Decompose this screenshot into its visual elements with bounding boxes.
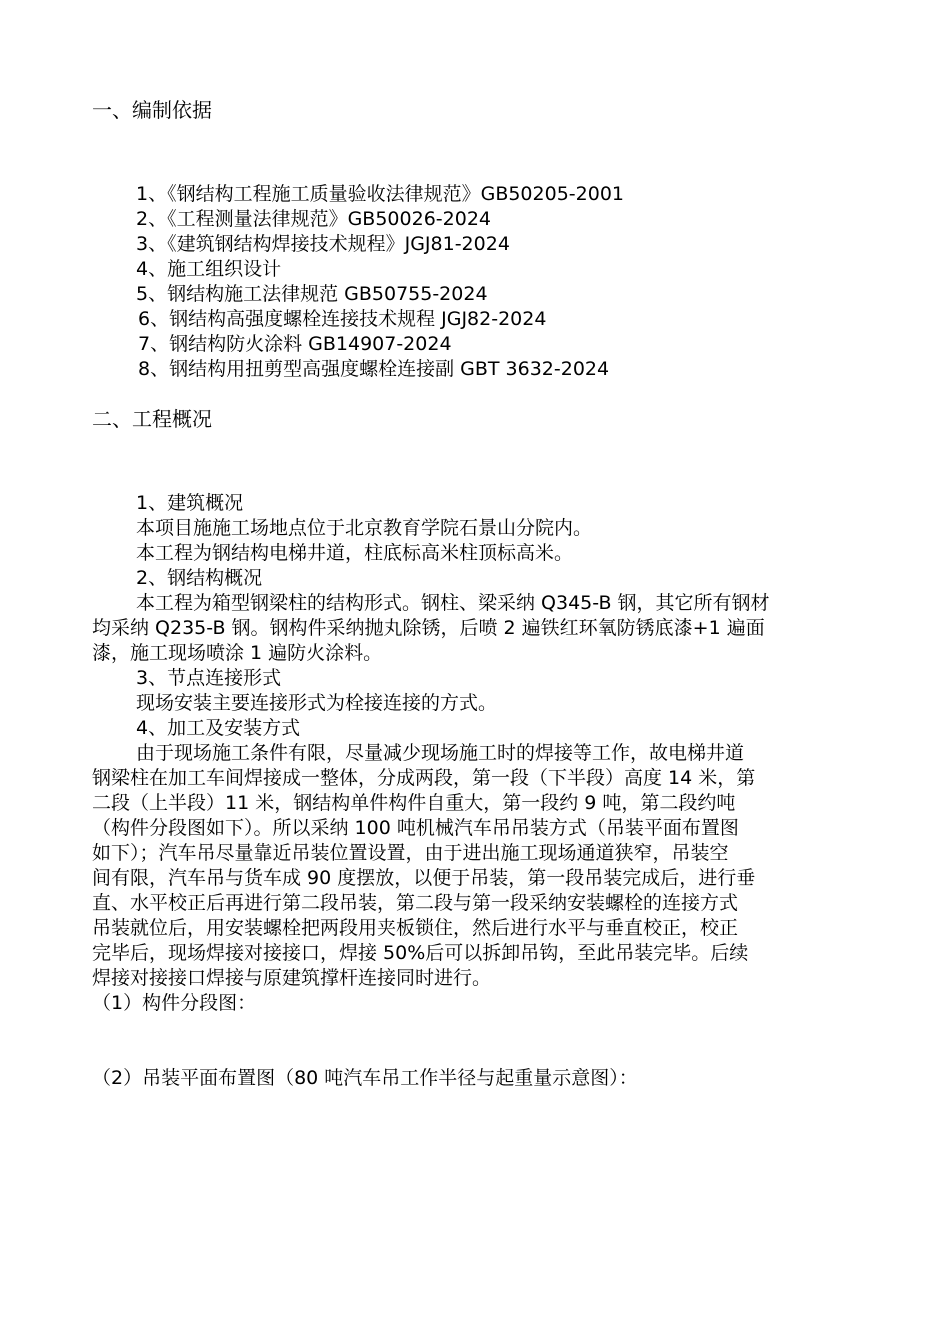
reference-item: 3、《建筑钢结构焊接技术规程》JGJ81-2024 <box>136 233 510 255</box>
reference-item: 1、《钢结构工程施工质量验收法律规范》GB50205-2001 <box>136 183 624 205</box>
reference-item: 4、施工组织设计 <box>136 258 282 280</box>
paragraph-line: 由于现场施工条件有限，尽量减少现场施工时的焊接等工作，故电梯井道 <box>136 742 745 764</box>
reference-item: 2、《工程测量法律规范》GB50026-2024 <box>136 208 491 230</box>
figure-caption: （1）构件分段图： <box>92 992 257 1014</box>
subheading: 2、钢结构概况 <box>136 567 263 589</box>
paragraph-line: 焊接对接接口焊接与原建筑撑杆连接同时进行。 <box>92 967 492 989</box>
paragraph-line: 直、水平校正后再进行第二段吊装，第二段与第一段采纳安装螺栓的连接方式 <box>92 892 739 914</box>
paragraph-line: 间有限，汽车吊与货车成 90 度摆放，以便于吊装，第一段吊装完成后，进行垂 <box>92 867 756 889</box>
section-heading-basis: 一、编制依据 <box>92 98 212 122</box>
paragraph-line: （构件分段图如下）。所以采纳 100 吨机械汽车吊吊装方式（吊装平面布置图 <box>92 817 739 839</box>
section-heading-overview: 二、工程概况 <box>92 407 212 431</box>
paragraph-line: 二段（上半段）11 米，钢结构单件构件自重大，第一段约 9 吨，第二段约吨 <box>92 792 736 814</box>
paragraph-line: 如下）；汽车吊尽量靠近吊装位置设置，由于进出施工现场通道狭窄，吊装空 <box>92 842 729 864</box>
paragraph-line: 现场安装主要连接形式为栓接连接的方式。 <box>136 692 498 714</box>
paragraph-line: 本项目施施工场地点位于北京教育学院石景山分院内。 <box>136 517 593 539</box>
paragraph-line: 均采纳 Q235-B 钢。钢构件采纳抛丸除锈，后喷 2 遍铁红环氧防锈底漆+1 遍面 <box>92 617 765 639</box>
subheading: 1、建筑概况 <box>136 492 244 514</box>
figure-caption: （2）吊装平面布置图（80 吨汽车吊工作半径与起重量示意图）： <box>92 1067 638 1089</box>
paragraph-line: 吊装就位后，用安装螺栓把两段用夹板锁住，然后进行水平与垂直校正，校正 <box>92 917 739 939</box>
subheading: 4、加工及安装方式 <box>136 717 301 739</box>
reference-item: 5、钢结构施工法律规范 GB50755-2024 <box>136 283 488 305</box>
paragraph-line: 本工程为箱型钢梁柱的结构形式。钢柱、梁采纳 Q345-B 钢，其它所有钢材 <box>136 592 770 614</box>
paragraph-line: 完毕后，现场焊接对接接口，焊接 50%后可以拆卸吊钩，至此吊装完毕。后续 <box>92 942 749 964</box>
subheading: 3、节点连接形式 <box>136 667 282 689</box>
paragraph-line: 本工程为钢结构电梯井道，柱底标高米柱顶标高米。 <box>136 542 574 564</box>
reference-item: 7、钢结构防火涂料 GB14907-2024 <box>138 333 452 355</box>
reference-item: 6、钢结构高强度螺栓连接技术规程 JGJ82-2024 <box>138 308 547 330</box>
paragraph-line: 漆，施工现场喷涂 1 遍防火涂料。 <box>92 642 383 664</box>
reference-item: 8、钢结构用扭剪型高强度螺栓连接副 GBT 3632-2024 <box>138 358 610 380</box>
paragraph-line: 钢梁柱在加工车间焊接成一整体，分成两段，第一段（下半段）高度 14 米，第 <box>92 767 756 789</box>
